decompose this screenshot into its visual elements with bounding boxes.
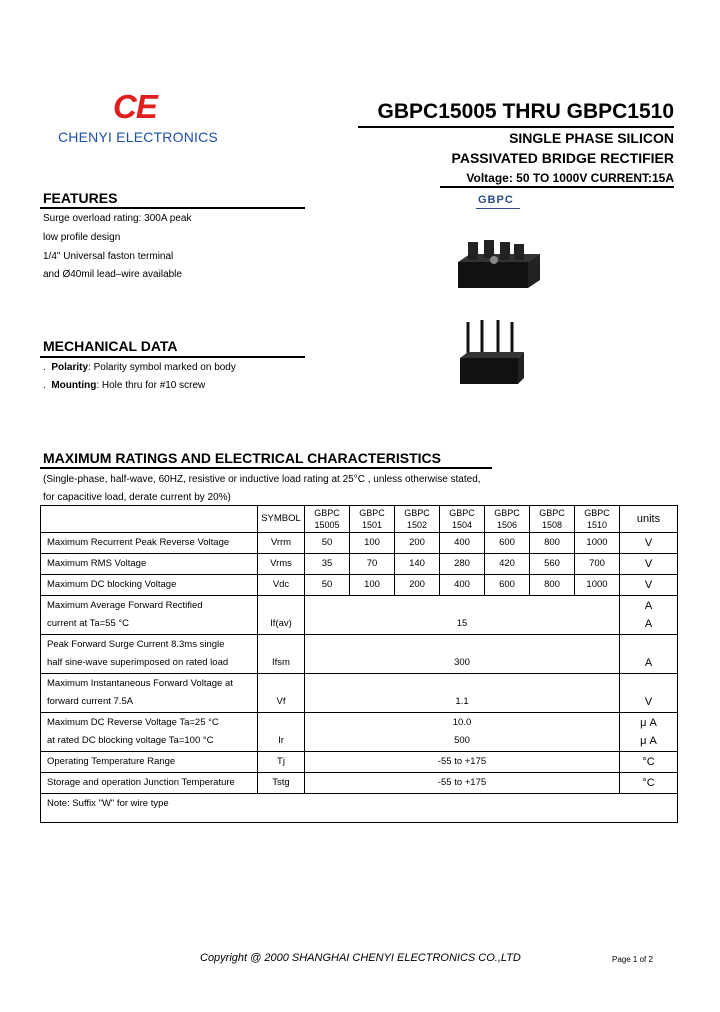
param-cell: Maximum DC blocking Voltage bbox=[41, 575, 258, 596]
value-cell: 35 bbox=[305, 554, 350, 575]
symbol-cell: If(av) bbox=[258, 596, 305, 635]
ratings-table bbox=[40, 505, 678, 823]
table-row bbox=[41, 773, 678, 794]
unit-cell: °C bbox=[620, 752, 678, 773]
symbol-cell: Ifsm bbox=[258, 635, 305, 674]
table-row bbox=[41, 554, 678, 575]
value-cell: 800 bbox=[530, 533, 575, 554]
value-cell: 280 bbox=[440, 554, 485, 575]
copyright-text: Copyright @ 2000 SHANGHAI CHENYI ELECTRONICS CO.,LTD bbox=[200, 952, 521, 964]
subtitle-device-description: PASSIVATED BRIDGE RECTIFIER bbox=[451, 150, 674, 166]
param-cell: Peak Forward Surge Current 8.3ms single half sine-wave superimposed on rated load bbox=[41, 635, 258, 674]
package-label: GBPC bbox=[478, 194, 514, 206]
param-cell: Storage and operation Junction Temperature bbox=[41, 773, 258, 794]
table-row bbox=[41, 533, 678, 554]
gbpc-package-wire-icon bbox=[454, 318, 526, 388]
value-cell: 420 bbox=[485, 554, 530, 575]
company-logo: CE bbox=[113, 88, 157, 125]
feature-item: Surge overload rating: 300A peak bbox=[43, 213, 192, 224]
value-cell: 100 bbox=[350, 533, 395, 554]
value-cell: 600 bbox=[485, 533, 530, 554]
subtitle-voltage-current: Voltage: 50 TO 1000V CURRENT:15A bbox=[466, 171, 674, 185]
param-cell: Maximum DC Reverse Voltage Ta=25 °C at rated DC blocking voltage Ta=100 °C bbox=[41, 713, 258, 752]
units-header: units bbox=[620, 506, 678, 533]
feature-item: low profile design bbox=[43, 232, 121, 243]
value-cell: 10.0 500 bbox=[305, 713, 620, 752]
title-rule bbox=[358, 126, 674, 128]
company-name: CHENYI ELECTRONICS bbox=[58, 129, 218, 145]
value-cell: 140 bbox=[395, 554, 440, 575]
value-cell: 50 bbox=[305, 575, 350, 596]
part-header-1508: GBPC 1508 bbox=[530, 506, 575, 533]
value-cell: 300 bbox=[305, 635, 620, 674]
package-label-underline bbox=[476, 208, 520, 209]
ratings-note-2: for capacitive load, derate current by 20%) bbox=[43, 492, 231, 503]
part-header-15005: GBPC 15005 bbox=[305, 506, 350, 533]
mechanical-heading: MECHANICAL DATA bbox=[43, 338, 178, 354]
value-cell: 400 bbox=[440, 533, 485, 554]
gbpc-package-top-icon bbox=[450, 236, 540, 292]
subtitle-rule bbox=[440, 186, 674, 188]
symbol-cell: Vrms bbox=[258, 554, 305, 575]
value-cell: 200 bbox=[395, 575, 440, 596]
unit-cell: V bbox=[620, 674, 678, 713]
symbol-cell: Vdc bbox=[258, 575, 305, 596]
value-cell: -55 to +175 bbox=[305, 773, 620, 794]
param-cell: Maximum RMS Voltage bbox=[41, 554, 258, 575]
param-cell: Maximum Recurrent Peak Reverse Voltage bbox=[41, 533, 258, 554]
features-heading: FEATURES bbox=[43, 190, 118, 206]
part-header-1502: GBPC 1502 bbox=[395, 506, 440, 533]
param-cell: Operating Temperature Range bbox=[41, 752, 258, 773]
table-note: Note: Suffix "W" for wire type bbox=[41, 794, 678, 823]
mechanical-item-polarity: . Polarity: Polarity symbol marked on body bbox=[43, 362, 236, 373]
unit-cell: V bbox=[620, 575, 678, 596]
value-cell: 1000 bbox=[575, 533, 620, 554]
value-cell: 560 bbox=[530, 554, 575, 575]
ratings-note-1: (Single-phase, half-wave, 60HZ, resistive or inductive load rating at 25°C , unless otherwise stated, bbox=[43, 474, 481, 485]
table-note-row bbox=[41, 794, 678, 823]
value-cell: 800 bbox=[530, 575, 575, 596]
param-cell: Maximum Average Forward Rectified current at Ta=55 °C bbox=[41, 596, 258, 635]
value-cell: 1.1 bbox=[305, 674, 620, 713]
table-row bbox=[41, 713, 678, 752]
subtitle-device-type: SINGLE PHASE SILICON bbox=[509, 130, 674, 146]
value-cell: 70 bbox=[350, 554, 395, 575]
ratings-heading: MAXIMUM RATINGS AND ELECTRICAL CHARACTERISTICS bbox=[43, 450, 441, 466]
table-row bbox=[41, 635, 678, 674]
page-number: Page 1 of 2 bbox=[612, 955, 653, 964]
unit-cell: V bbox=[620, 533, 678, 554]
value-cell: 1000 bbox=[575, 575, 620, 596]
unit-cell: μ A μ A bbox=[620, 713, 678, 752]
features-rule bbox=[40, 207, 305, 209]
table-row bbox=[41, 752, 678, 773]
table-row bbox=[41, 575, 678, 596]
ratings-rule bbox=[40, 467, 492, 469]
feature-item: and Ø40mil lead–wire available bbox=[43, 269, 182, 280]
param-header-cell bbox=[41, 506, 258, 533]
value-cell: 100 bbox=[350, 575, 395, 596]
value-cell: 400 bbox=[440, 575, 485, 596]
unit-cell: A A bbox=[620, 596, 678, 635]
mechanical-rule bbox=[40, 356, 305, 358]
unit-cell: °C bbox=[620, 773, 678, 794]
symbol-header: SYMBOL bbox=[258, 506, 305, 533]
feature-item: 1/4" Universal faston terminal bbox=[43, 251, 174, 262]
unit-cell: V bbox=[620, 554, 678, 575]
param-cell: Maximum Instantaneous Forward Voltage at forward current 7.5A bbox=[41, 674, 258, 713]
value-cell: 700 bbox=[575, 554, 620, 575]
value-cell: 600 bbox=[485, 575, 530, 596]
part-header-1504: GBPC 1504 bbox=[440, 506, 485, 533]
symbol-cell: Tstg bbox=[258, 773, 305, 794]
value-cell: 15 bbox=[305, 596, 620, 635]
symbol-cell: Vrrm bbox=[258, 533, 305, 554]
symbol-cell: Ir bbox=[258, 713, 305, 752]
table-header-row bbox=[41, 506, 678, 533]
value-cell: 200 bbox=[395, 533, 440, 554]
part-header-1506: GBPC 1506 bbox=[485, 506, 530, 533]
part-range-title: GBPC15005 THRU GBPC1510 bbox=[377, 100, 674, 123]
part-header-1510: GBPC 1510 bbox=[575, 506, 620, 533]
table-row bbox=[41, 596, 678, 635]
table-row bbox=[41, 674, 678, 713]
unit-cell: A bbox=[620, 635, 678, 674]
value-cell: -55 to +175 bbox=[305, 752, 620, 773]
part-header-1501: GBPC 1501 bbox=[350, 506, 395, 533]
symbol-cell: Vf bbox=[258, 674, 305, 713]
symbol-cell: Tj bbox=[258, 752, 305, 773]
value-cell: 50 bbox=[305, 533, 350, 554]
mechanical-item-mounting: . Mounting: Hole thru for #10 screw bbox=[43, 380, 206, 391]
